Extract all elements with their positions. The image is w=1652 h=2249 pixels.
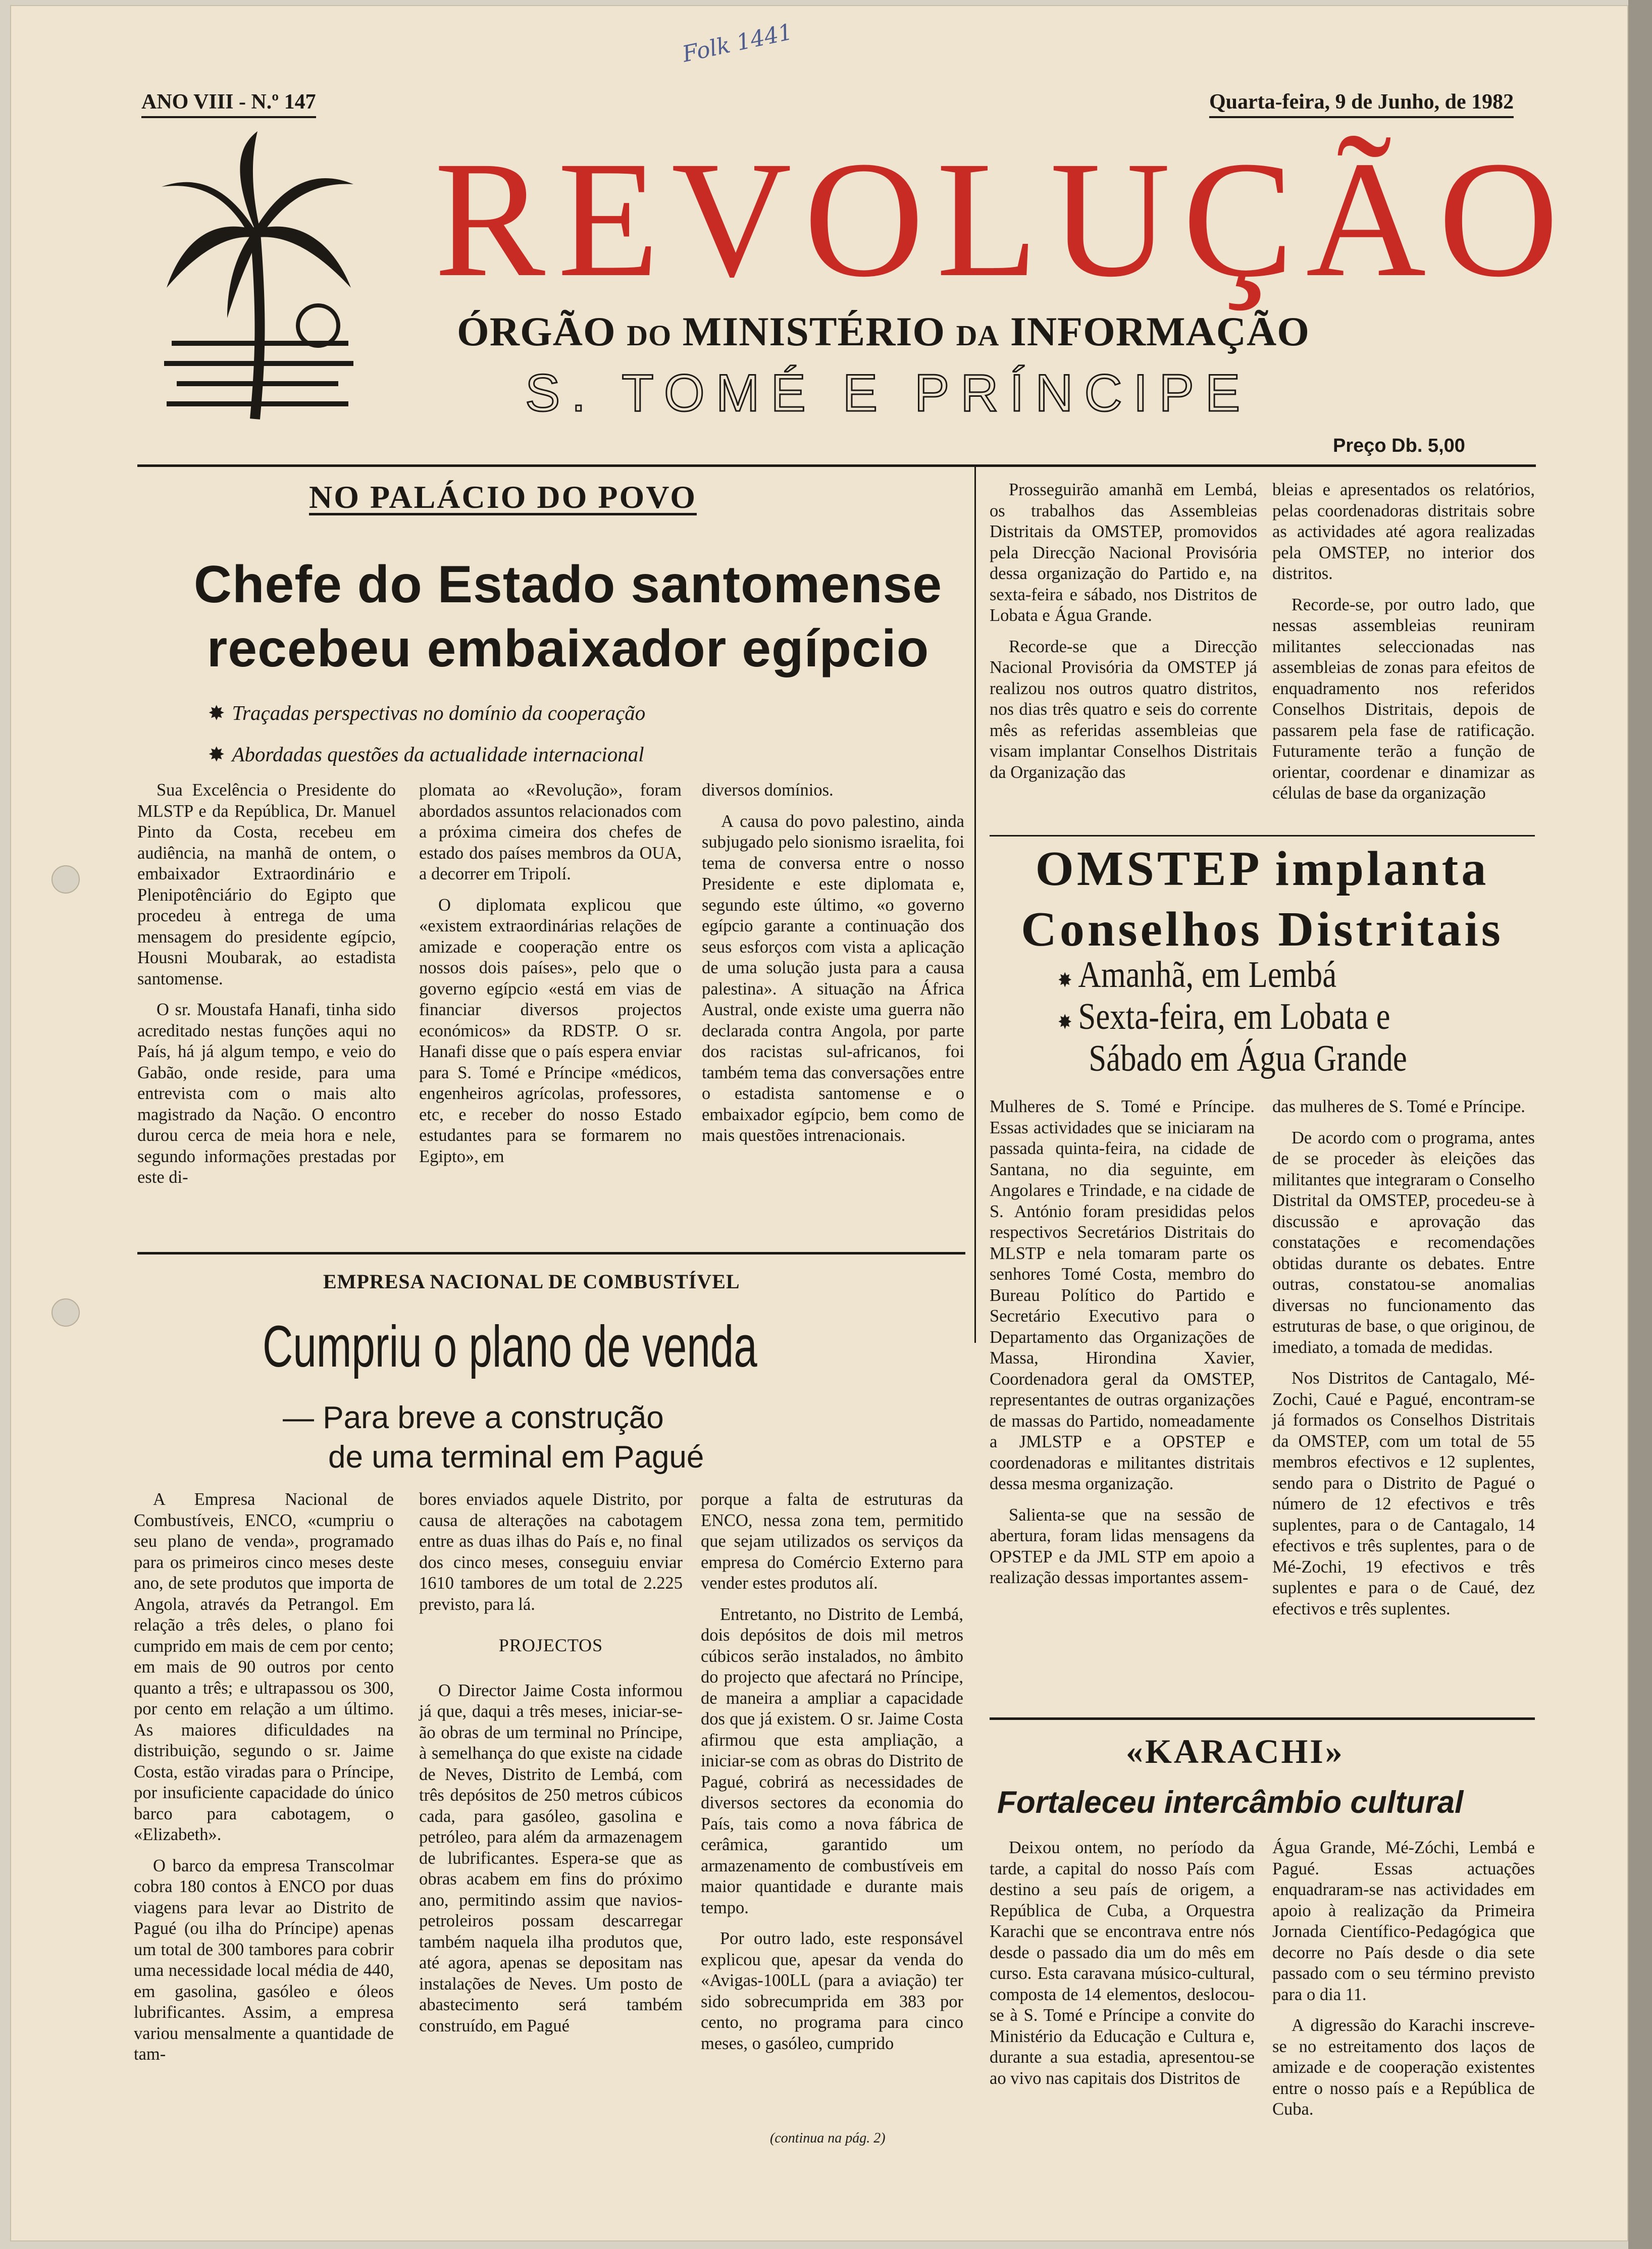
issue-number: ANO VIII - N.º 147 — [141, 90, 316, 118]
enco-column-1: A Empresa Nacional de Combustíveis, ENCO, «cumpriu o seu plano de venda», programado para os primeiros cinco meses deste ano, de sete produtos que importa de Angola, através da Petrangol. Em relação a três deles, o plano foi cumprido em mais de cem por cento; em mais de 90 outros por cento quanto a três; e ultrapassou os 300, por cento em relação a um último. As maiores dificuldades na distribuição, segundo o sr. Jaime Costa, estão viradas para o Príncipe, por insuficiente capacidade do único barco para cabotagem, o «Elizabeth». O barco da empresa Transcolmar cobra 180 contos à ENCO por duas viagens para levar ao Distrito de Pagué (ou ilha do Príncipe) apenas um total de 300 tambores para cobrir uma necessidade local média de 440, em gasolina, gasóleo e óleos lubrificantes. Assim, a empresa variou mensalmente a quantidade de tam- — [134, 1490, 394, 2064]
handwritten-note: Folk 1441 — [680, 19, 795, 68]
lead-column-2: plomata ao «Revolução», foram abordados assuntos relacionados com a próxima cimeira dos chefes de estado dos países membros da OUA, a decorrer em Tripolí. O diplomata explicou que «existem extraordinárias relações de amizade e cooperação entre os nossos dois países», pelo que o governo egípcio «está em vias de financiar diversos projectos económicos» da RDSTP. O sr. Hanafi disse que o país espera enviar para S. Tomé e Príncipe «médicos, engenheiros agrícolas, professores, etc, e receber do nosso Estado estudantes para se formarem no Egipto», em — [419, 780, 682, 1166]
omstep-column-2: das mulheres de S. Tomé e Príncipe. De acordo com o programa, antes de se proceder às eleições das militantes que integraram o Conselho Distrital da OMSTEP, procedeu-se à discussão e aprovação das constatações e recomendações obtidas durante os debates. Entre outras, constatou-se anomalias diversas no funcionamento das estruturas de base, o que originou, de imediato, a tomada de medidas. Nos Distritos de Cantagalo, Mé-Zochi, Caué e Pagué, encontram-se já formados os Conselhos Distritais da OMSTEP, com um total de 55 membros efectivos e 12 suplentes, sendo para o Distrito de Pagué o número de 12 efectivos e três suplentes, para o de Cantagalo, 14 efectivos e três suplentes, para o de Mé-Zochi, 19 efectivos e três suplentes e para o de Caué, dez efectivos e três suplentes. — [1272, 1097, 1535, 1618]
lead-bottom-rule — [137, 1252, 965, 1254]
masthead-organ: ÓRGÃO DO MINISTÉRIO DA INFORMAÇÃO — [457, 308, 1310, 354]
issue-date: Quarta-feira, 9 de Junho, de 1982 — [1209, 90, 1514, 118]
omstep-column-1: Mulheres de S. Tomé e Príncipe. Essas actividades que se iniciaram na passada quinta-feira, na cidade de Santana, no dia seguinte, em Angolares e Trindade, e na cidade de S. António foram presididas pelos respectivos Secretários Distritais do MLSTP e nela tomaram parte os senhores Tomé Costa, membro do Bureau Político do Partido e Secretário Executivo para o Departamento das Organizações de Massa, Hirondina Xavier, Coordenadora geral da OMSTEP, representantes de outras organizações de massas do Partido, nomeadamente a JMLSTP e a OPSTEP e coordenadoras e militantes distritais dessa mesma organização. Salienta-se que na sessão de abertura, foram lidas mensagens da OPSTEP e da JML STP em apoio a realização dessas importantes assem- — [990, 1097, 1255, 1587]
lead-kicker: NO PALÁCIO DO POVO — [309, 479, 697, 515]
enco-headline: Cumpriu o plano de venda — [263, 1314, 757, 1379]
enco-section-head: EMPRESA NACIONAL DE COMBUSTÍVEL — [323, 1270, 740, 1293]
omstep-rule — [990, 835, 1535, 836]
omstep-headline: OMSTEP implanta Conselhos Distritais — [1021, 842, 1504, 957]
enco-subhead: — Para breve a construção de uma terminal em Pagué — [283, 1400, 704, 1475]
karachi-headline: «KARACHI» — [1126, 1732, 1345, 1770]
lead-column-3: diversos domínios. A causa do povo palestino, ainda subjugado pelo sionismo israelita, foi tema de conversa entre o nosso Presidente e este diplomata e, segundo este último, «o governo egípcio garante a continuação dos seus esforços com vista a aplicação de uma solução justa para a causa palestina». A situação na África Austral, onde existe uma guerra não declarada contra Angola, por parte dos racistas sul-africanos, foi também tema das conversações entre o estadista santomense e o embaixador egípcio, bem como de mais questões intrenacionais. — [702, 780, 964, 1145]
page-edge — [1628, 0, 1652, 2249]
palm-tree-logo — [151, 126, 364, 429]
enco-column-2: bores enviados aquele Distrito, por causa de alterações na cabotagem entre as duas ilhas do País e, no final dos cinco meses, conseguiu enviar 1610 tambores de um total de 2.225 previsto, para lá. PROJECTOS O Director Jaime Costa informou já que, daqui a três meses, iniciar-se-ão obras de um terminal no Príncipe, à semelhança do que existe na cidade de Neves, Distrito de Lembá, com três depósitos de 250 metros cúbicos cada, para gasóleo, gasolina e petróleo, para além da armazenagem de lubrificantes. Espera-se que as obras acabem em fins do próximo ano, permitindo assim que navios-petroleiros possam descarregar também naquela ilha produtos que, até agora, apenas se depositam nas instalações de Neves. Um posto de abastecimento será também construído, em Pagué — [419, 1490, 683, 2035]
omstep-subheads: ✸ Amanhã, em Lembá ✸ Sexta-feira, em Lobata e Sábado em Água Grande — [1058, 954, 1407, 1079]
lead-column-1: Sua Excelência o Presidente do MLSTP e da República, Dr. Manuel Pinto da Costa, recebeu em audiência, na manhã de ontem, o embaixador Extraordinário e Plenipotênciário do Egipto que procedeu à entrega de uma mensagem do presidente egípcio, Housni Moubarak, ao estadista santomense. O sr. Moustafa Hanafi, tinha sido acreditado nestas funções aqui no País, há já algum tempo, e veio do Gabão, onde reside, para uma entrevista com o mais alto magistrado da Nação. O encontro durou cerca de meia hora e nele, segundo informações prestadas por este di- — [137, 780, 396, 1187]
masthead-title: REVOLUÇÃO — [434, 127, 1571, 311]
karachi-column-1: Deixou ontem, no período da tarde, a capital do nosso País com destino a seu país de origem, a República de Cuba, a Orquestra Karachi que se encontrava entre nós desde o passado dia um do mês em curso. Esta caravana músico-cultural, composta de 14 elementos, deslocou-se à S. Tomé e Príncipe a convite do Ministério da Educação e Cultura e, durante a sua estadia, apresentou-se ao vivo nas capitais dos Distritos de — [990, 1838, 1255, 2088]
price: Preço Db. 5,00 — [1333, 435, 1465, 456]
lead-bullet-2: ✸ Abordadas questões da actualidade internacional — [208, 743, 644, 766]
enco-column-3: porque a falta de estruturas da ENCO, nessa zona tem, permitido que sejam utilizados os serviços da empresa do Comércio Externo para vender estes produtos alí. Entretanto, no Distrito de Lembá, dois depósitos de dois mil metros cúbicos serão instalados, no âmbito do projecto que afectará no Príncipe, de maneira a ampliar a capacidade dos que já existem. O sr. Jaime Costa afirmou que esta ampliação, a iniciar-se com as obras do Distrito de Pagué, cobrirá as necessidades de diversos sectores da economia do País, tais como a nova fábrica de cerâmica, garantido um armazenamento de combustíveis em maior quantidade e durante mais tempo. Por outro lado, este responsável explicou que, apesar da venda do «Avigas-100LL (para a aviação) ter sido sobrecumprida em 383 por cento, no programa para cinco meses, o gasóleo, cumprido — [701, 1490, 963, 2053]
karachi-column-2: Água Grande, Mé-Zóchi, Lembá e Pagué. Essas actuações enquadraram-se nas actividades em apoio à realização da Primeira Jornada Científico-Pedagógica que decorre no País desde o dia sete passado com o seu término previsto para o dia 11. A digressão do Karachi inscreve-se no estreitamento dos laços de amizade e de cooperação existentes entre o nosso país e a República de Cuba. — [1272, 1838, 1535, 2119]
omstep-top-column-2: bleias e apresentados os relatórios, pelas coordenadoras distritais sobre as actividades até agora realizadas pela OMSTEP, no interior dos distritos. Recorde-se, por outro lado, que nessas assembleias reuniram militantes seleccionadas nas assembleias de zonas para efeitos de enquadramento nos referidos Conselhos Distritais, depois de passarem pela fase de ratificação. Futuramente terão a função de orientar, coordenar e dinamizar as células de base da organização — [1272, 480, 1535, 803]
enco-projectos-head: PROJECTOS — [498, 1635, 603, 1655]
lead-bullet-1: ✸ Traçadas perspectivas no domínio da cooperação — [208, 701, 646, 724]
masthead-place: S. TOMÉ E PRÍNCIPE — [525, 364, 1252, 423]
enco-continued: (continua na pág. 2) — [770, 2130, 886, 2146]
karachi-subhead: Fortaleceu intercâmbio cultural — [997, 1785, 1464, 1820]
header-rule — [137, 464, 1536, 467]
lead-headline: Chefe do Estado santomense recebeu embaixador egípcio — [193, 555, 943, 678]
karachi-rule — [990, 1717, 1535, 1720]
punch-hole-bottom — [51, 1298, 80, 1327]
omstep-top-column-1: Prosseguirão amanhã em Lembá, os trabalhos das Assembleias Distritais da OMSTEP, promovidos pela Direcção Nacional Provisória dessa organização do Partido e, na sexta-feira e sábado, nos Distritos de Lobata e Água Grande. Recorde-se que a Direcção Nacional Provisória da OMSTEP já realizou nos outros quatro distritos, nos dias três quatro e seis do corrente mês as referidas assembleias que visam implantar Conselhos Distritais da Organização das — [990, 480, 1257, 782]
punch-hole-top — [51, 865, 80, 894]
